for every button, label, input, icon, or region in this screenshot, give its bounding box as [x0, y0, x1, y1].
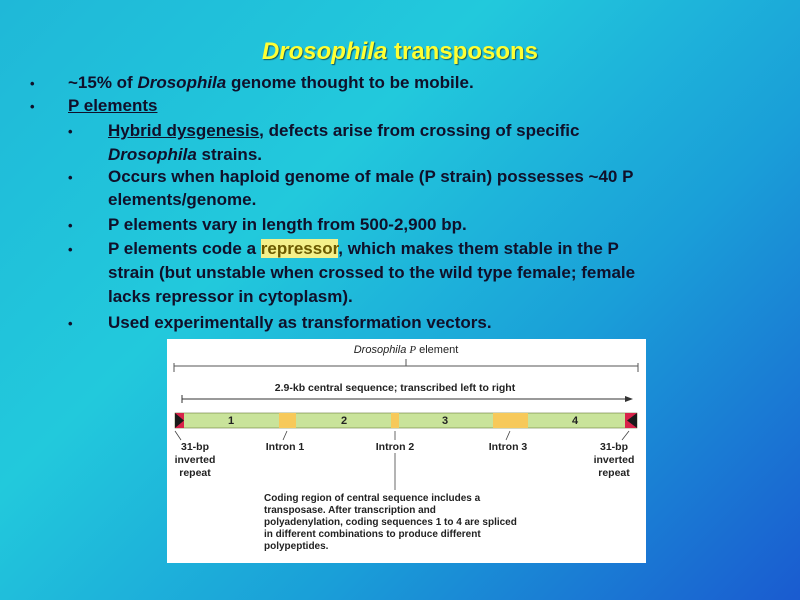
bullet-marker: •	[30, 76, 35, 91]
central-sequence-label: 2.9-kb central sequence; transcribed left to right	[274, 382, 516, 394]
transcription-arrow-head	[625, 396, 633, 402]
sub-bullet-marker: •	[68, 124, 73, 139]
title-rest: transposons	[387, 38, 539, 65]
sub-1-line1: , defects arise from crossing of specific	[259, 121, 580, 140]
title-italic: Drosophila	[261, 38, 388, 65]
caption-line: in different combinations to produce different	[264, 529, 481, 540]
exon-label: 2	[340, 415, 348, 427]
sub-bullet-4-line2: strain (but unstable when crossed to the wild type female; female	[108, 263, 636, 282]
repressor-highlight: repressor	[260, 239, 339, 258]
figure-title: Drosophila P element	[353, 344, 459, 356]
caption-line: polyadenylation, coding sequences 1 to 4 are spliced	[264, 517, 517, 528]
sub-1-line2: strains.	[196, 145, 262, 164]
sub-bullet-marker: •	[68, 242, 73, 257]
sub-bullet-4-line3: lacks repressor in cytoplasm).	[108, 287, 353, 306]
slide-title	[0, 38, 800, 66]
sub-bullet-3: P elements vary in length from 500-2,900 bp.	[108, 215, 467, 234]
intron-label: Intron 1	[265, 441, 305, 453]
sub-bullet-2-line1: Occurs when haploid genome of male (P strain) possesses ~40 P	[108, 167, 634, 186]
caption-line: transposase. After transcription and	[264, 505, 436, 516]
sub-bullet-marker: •	[68, 218, 73, 233]
bullet-1-pre: ~15% of	[68, 73, 138, 92]
right-repeat-pointer	[622, 431, 629, 440]
bullet-1-italic: Drosophila	[137, 73, 227, 92]
sub-bullet-1-line2	[108, 144, 262, 165]
left-repeat-label: inverted	[174, 454, 216, 466]
intron-label: Intron 3	[488, 441, 528, 453]
right-repeat-label: inverted	[593, 454, 635, 466]
left-repeat-pointer	[175, 431, 181, 440]
caption-line: Coding region of central sequence includes a	[264, 493, 481, 504]
bullet-1-post: genome thought to be mobile.	[226, 73, 474, 92]
left-repeat-label: 31-bp	[180, 441, 210, 453]
caption-line: polypeptides.	[264, 541, 329, 552]
bullet-1	[68, 72, 474, 93]
p-element-figure	[167, 339, 646, 563]
sub-bullet-5: Used experimentally as transformation vectors.	[108, 313, 492, 332]
intron-1-pointer	[283, 431, 287, 440]
sub-4-pre: P elements code a	[108, 239, 261, 258]
right-repeat-label: repeat	[598, 467, 630, 479]
bullet-2-p-elements[interactable]: P elements	[68, 96, 158, 115]
hybrid-dysgenesis-link[interactable]: Hybrid dysgenesis	[108, 121, 260, 140]
bullet-marker: •	[30, 99, 35, 114]
right-repeat-label: 31-bp	[599, 441, 629, 453]
p-element-diagram	[167, 339, 646, 563]
sub-4-post: , which makes them stable in the P	[338, 239, 619, 258]
intron-3-pointer	[506, 431, 510, 440]
sub-bullet-2-line2: elements/genome.	[108, 190, 257, 209]
sub-bullet-marker: •	[68, 316, 73, 331]
intron-label: Intron 2	[375, 441, 415, 453]
sub-bullet-marker: •	[68, 170, 73, 185]
element-bar	[175, 413, 637, 428]
exon-label: 1	[227, 415, 235, 427]
sub-bullet-4-line1	[108, 238, 619, 259]
exon-label: 3	[441, 415, 449, 427]
sub-bullet-1	[108, 120, 579, 141]
intron-1-block	[279, 413, 296, 428]
left-repeat-label: repeat	[179, 467, 211, 479]
intron-3-block	[493, 413, 528, 428]
exon-label: 4	[571, 415, 579, 427]
sub-1-italic: Drosophila	[108, 145, 197, 164]
intron-2-block	[391, 413, 399, 428]
